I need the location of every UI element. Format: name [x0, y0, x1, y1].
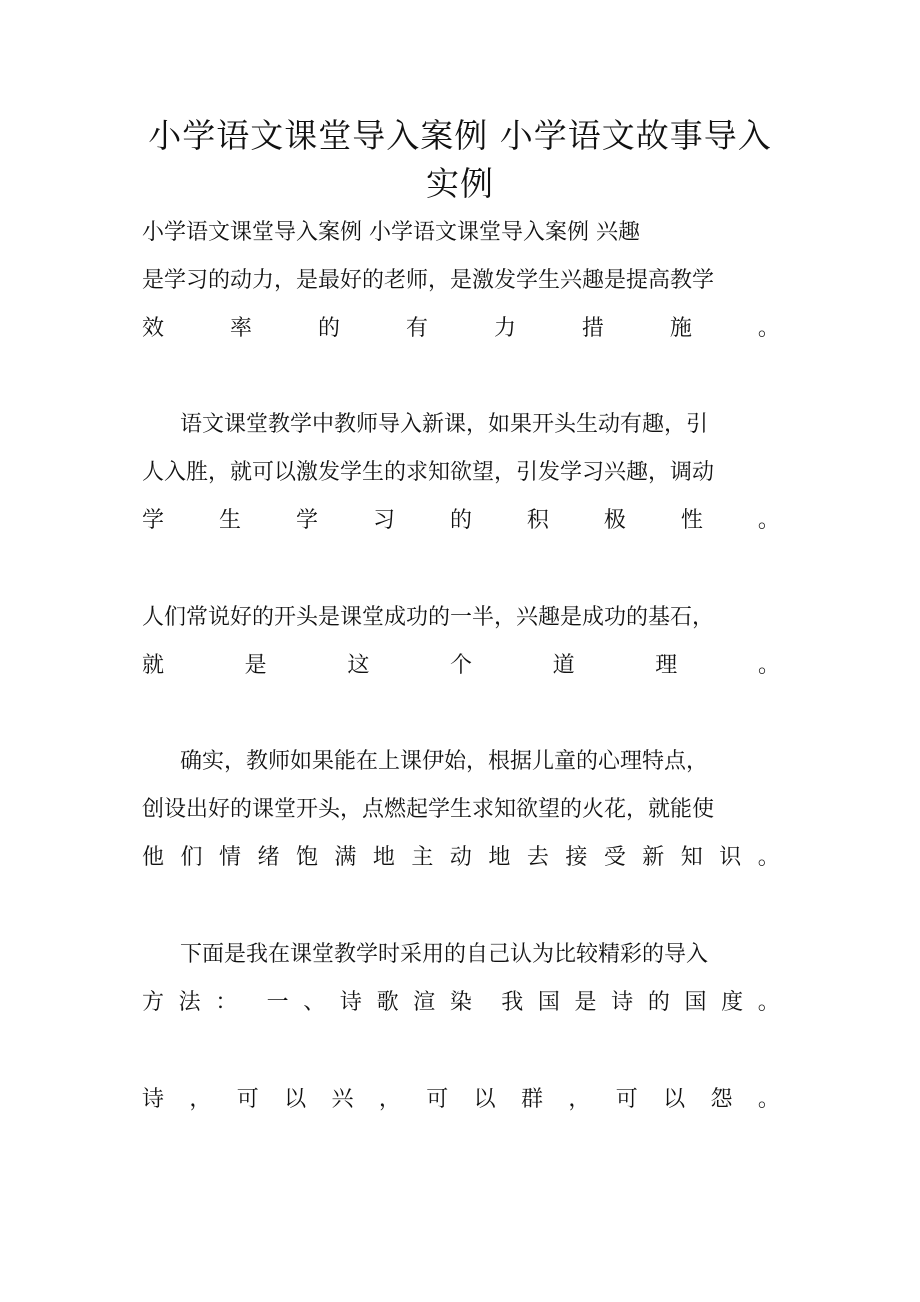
- char: 率: [229, 316, 252, 341]
- char: 他: [142, 845, 165, 870]
- char: 习: [372, 508, 395, 533]
- char: ，: [189, 1087, 212, 1112]
- paragraph-3-line-1: 人们常说好的开头是课堂成功的一半，兴趣是成功的基石，: [142, 605, 715, 630]
- char: 动: [449, 845, 472, 870]
- char: 是: [244, 653, 267, 678]
- char: 的: [647, 990, 670, 1015]
- char: 地: [488, 845, 511, 870]
- paragraph-1-line-3: [142, 314, 780, 344]
- char: 受: [603, 845, 626, 870]
- char: 的: [317, 316, 340, 341]
- char: 诗: [339, 990, 362, 1015]
- char: 。: [757, 653, 780, 678]
- char: 我: [501, 990, 524, 1015]
- char: 怨: [710, 1087, 733, 1112]
- char: 绪: [257, 845, 280, 870]
- char: 以: [284, 1087, 307, 1112]
- char: 染: [449, 990, 472, 1015]
- char: 。: [757, 990, 780, 1015]
- char: 措: [581, 316, 604, 341]
- char: 学: [295, 508, 318, 533]
- char: 施: [669, 316, 692, 341]
- char: 可: [615, 1087, 638, 1112]
- char: 效: [142, 316, 165, 341]
- paragraph-6-line-1: [142, 1085, 780, 1115]
- paragraph-5-line-1: 下面是我在课堂教学时采用的自己认为比较精彩的导入: [180, 942, 709, 967]
- char: 、: [303, 990, 326, 1015]
- char: 生: [218, 508, 241, 533]
- char: 去: [526, 845, 549, 870]
- char: 方: [142, 990, 165, 1015]
- char: 学: [142, 508, 165, 533]
- paragraph-4-line-3: [142, 843, 780, 873]
- char: 国: [537, 990, 560, 1015]
- char: 。: [757, 316, 780, 341]
- char: 就: [142, 653, 165, 678]
- document-title: [100, 112, 820, 208]
- char: 。: [757, 845, 780, 870]
- paragraph-1-line-1: 小学语文课堂导入案例 小学语文课堂导入案例 兴趣: [142, 220, 640, 245]
- char: 有: [405, 316, 428, 341]
- char: 性: [680, 508, 703, 533]
- char: 积: [526, 508, 549, 533]
- paragraph-1-line-2: 是学习的动力，是最好的老师，是激发学生兴趣是提高教学: [142, 268, 715, 293]
- char: 兴: [331, 1087, 354, 1112]
- paragraph-3-line-2: [142, 651, 780, 681]
- char: 饱: [295, 845, 318, 870]
- paragraph-2-line-1: 语文课堂教学中教师导入新课，如果开头生动有趣，引: [180, 412, 709, 437]
- paragraph-4-line-2: 创设出好的课堂开头，点燃起学生求知欲望的火花，就能使: [142, 797, 715, 822]
- char: 知: [680, 845, 703, 870]
- char: 接: [565, 845, 588, 870]
- paragraph-2-line-3: [142, 506, 780, 536]
- char: 地: [372, 845, 395, 870]
- char: 法: [178, 990, 201, 1015]
- char: 诗: [611, 990, 634, 1015]
- char: 。: [757, 1087, 780, 1112]
- char: 情: [218, 845, 241, 870]
- char: 们: [180, 845, 203, 870]
- char: 渲: [413, 990, 436, 1015]
- char: 的: [449, 508, 472, 533]
- char: ：: [215, 990, 238, 1015]
- char: 诗: [142, 1087, 165, 1112]
- char: 这: [347, 653, 370, 678]
- char: 满: [334, 845, 357, 870]
- paragraph-4-line-1: 确实，教师如果能在上课伊始，根据儿童的心理特点，: [180, 749, 709, 774]
- char: 可: [426, 1087, 449, 1112]
- char: 。: [757, 508, 780, 533]
- char: 以: [663, 1087, 686, 1112]
- char: 国: [684, 990, 707, 1015]
- paragraph-2-line-2: 人入胜，就可以激发学生的求知欲望，引发学习兴趣，调动: [142, 460, 715, 485]
- char: 歌: [376, 990, 399, 1015]
- char: 理: [655, 653, 678, 678]
- char: ，: [568, 1087, 591, 1112]
- char: 识: [719, 845, 742, 870]
- char: 可: [236, 1087, 259, 1112]
- char: 力: [493, 316, 516, 341]
- title-line-2: 实例: [426, 164, 494, 203]
- char: 道: [552, 653, 575, 678]
- char: 新: [642, 845, 665, 870]
- char: 度: [721, 990, 744, 1015]
- char: 一: [266, 990, 289, 1015]
- title-line-1: 小学语文课堂导入案例 小学语文故事导入: [148, 116, 772, 155]
- paragraph-5-line-2: [142, 988, 780, 1018]
- char: 个: [449, 653, 472, 678]
- char: ，: [378, 1087, 401, 1112]
- char: 是: [574, 990, 597, 1015]
- char: 以: [473, 1087, 496, 1112]
- char: 群: [521, 1087, 544, 1112]
- char: 极: [603, 508, 626, 533]
- char: 主: [411, 845, 434, 870]
